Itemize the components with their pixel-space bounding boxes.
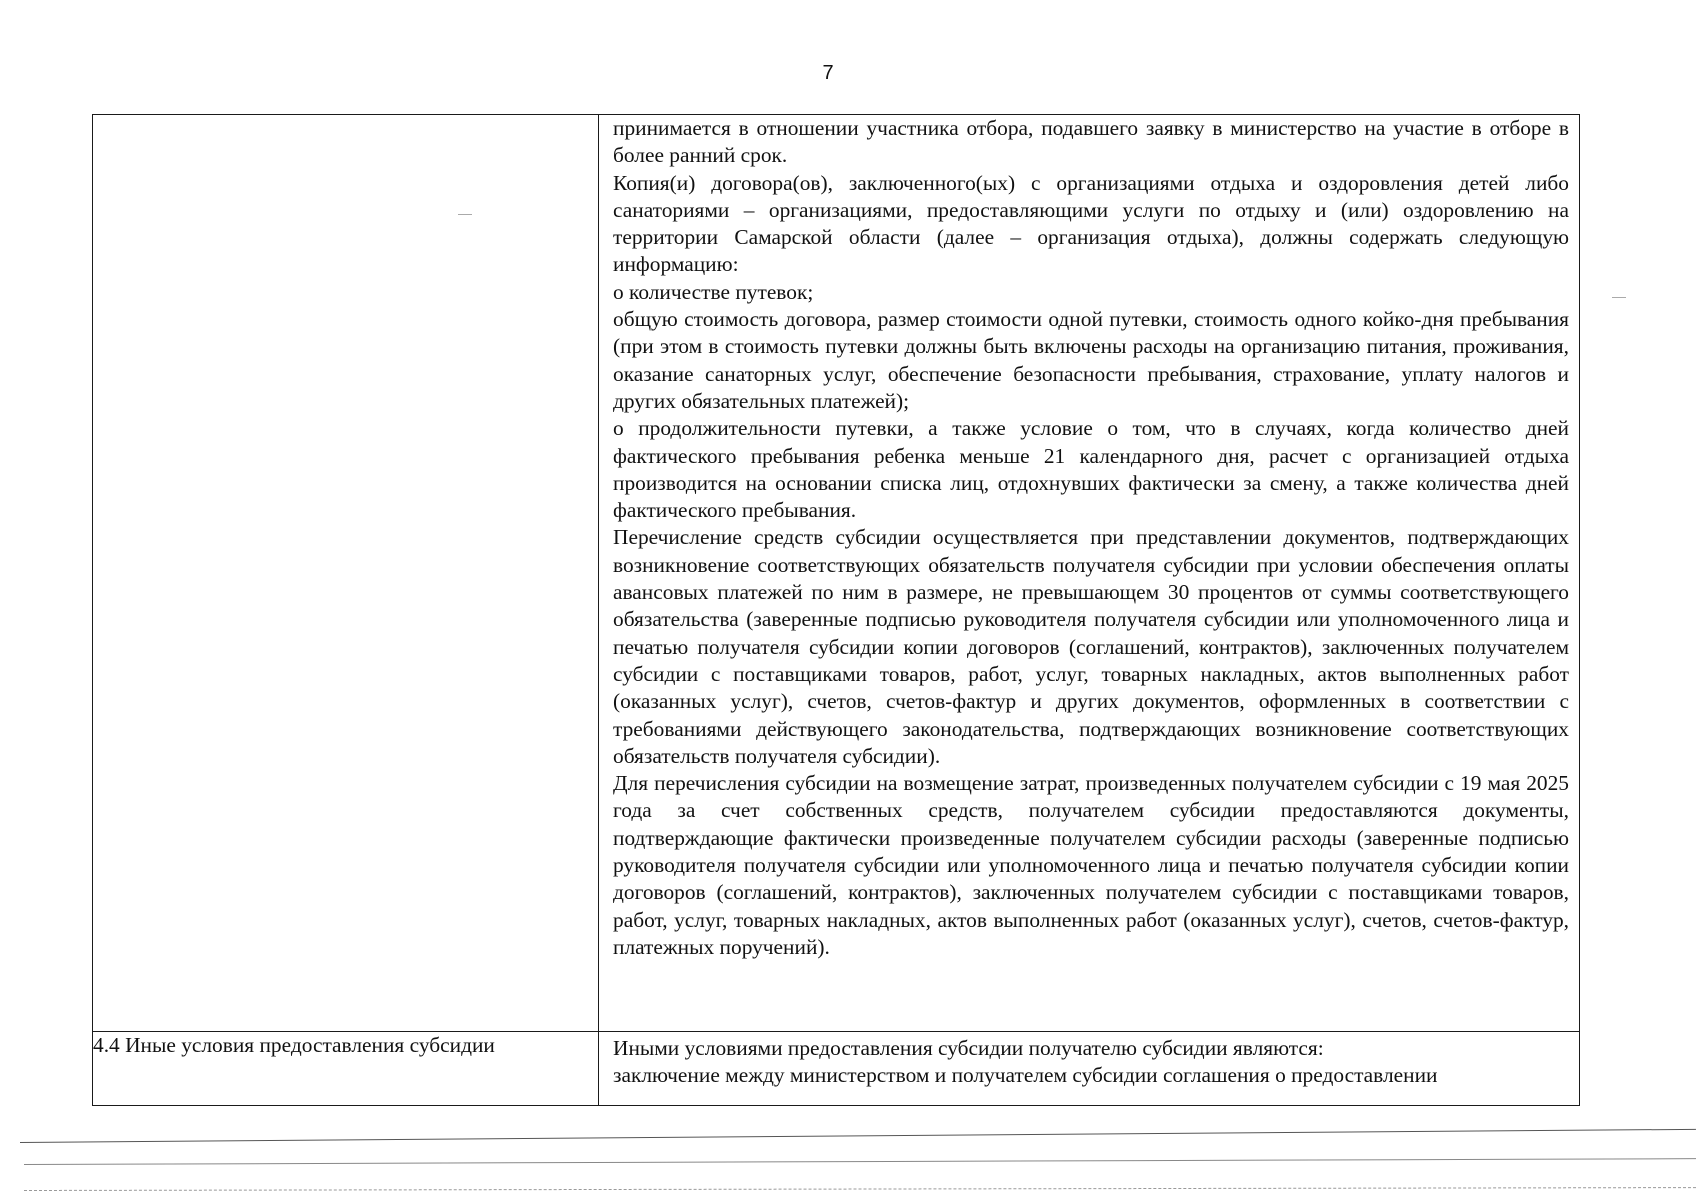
paragraph: Копия(и) договора(ов), заключенного(ых) с организациями отдыха и оздоровления детей либо санаториями – организациями, предоставляющими услуги по отдыху и (или) оздоровлению на территории Самарской области (далее – организация отдыха), должны содержать следующую информацию: <box>613 170 1569 277</box>
paragraph: принимается в отношении участника отбора, подавшего заявку в министерство на участие в отборе в более ранний срок. <box>613 116 1569 168</box>
footer-rule <box>24 1187 1696 1191</box>
paragraph: о количестве путевок; <box>613 279 814 304</box>
paragraph: Иными условиями предоставления субсидии получателю субсидии являются: <box>613 1036 1324 1060</box>
table-row <box>93 115 1580 1032</box>
footer-rule <box>24 1158 1696 1165</box>
table-row <box>93 1032 1580 1106</box>
paragraph: общую стоимость договора, размер стоимости одной путевки, стоимость одного койко-дня пребывания (при этом в стоимость путевки должны быть включены расходы на организацию питания, проживания, оказание санаторных услуг, обеспечение безопасности пребывания, страхование, уплату налогов и других обязательных платежей); <box>613 307 1569 413</box>
paragraph: о продолжительности путевки, а также условие о том, что в случаях, когда количество дней фактического пребывания ребенка меньше 21 календарного дня, расчет с организацией отдыха производится на основании списка лиц, отдохнувших фактически за смену, а также количества дней фактического пребывания. <box>613 416 1569 523</box>
paragraph: Перечисление средств субсидии осуществляется при представлении документов, подтверждающих возникновение соответствующих обязательств получателя субсидии при условии обеспечения оплаты авансовых платежей по ним в размере, не превышающем 30 процентов от суммы соответствующего обязательства (заверенные подписью руководителя получателя субсидии или уполномоченного лица и печатью получателя субсидии копии договоров (соглашений, контрактов), заключенных получателем субсидии с поставщиками товаров, работ, услуг, товарных накладных, актов выполненных работ (оказанных услуг), счетов, счетов-фактур и других документов, оформленных в соответствии с требованиями действующего законодательства, подтверждающих возникновение соответствующих обязательств получателя субсидии). <box>613 525 1569 768</box>
paragraph: Для перечисления субсидии на возмещение затрат, произведенных получателем субсидии с 19 мая 2025 года за счет собственных средств, получателем субсидии предоставляются документы, подтверждающие фактически произведенные получателем субсидии расходы (заверенные подписью руководителя получателя субсидии или уполномоченного лица и печатью получателя субсидии копии договоров (соглашений, контрактов), заключенных получателем субсидии с поставщиками товаров, работ, услуг, товарных накладных, актов выполненных работ (оказанных услуг), счетов, счетов-фактур, платежных поручений). <box>613 771 1569 959</box>
page-number: 7 <box>822 62 834 84</box>
table-cell-left-empty <box>93 115 599 1032</box>
table-cell-right <box>599 1032 1580 1106</box>
conditions-table <box>92 114 1580 1106</box>
section-label: 4.4 Иные условия предоставления субсидии <box>93 1032 599 1106</box>
scan-artifact <box>1612 297 1626 298</box>
paragraph: заключение между министерством и получателем субсидии соглашения о предоставлении <box>613 1063 1438 1088</box>
table-cell-right <box>599 115 1580 1032</box>
scan-artifact <box>458 214 472 215</box>
footer-rule <box>20 1129 1696 1143</box>
